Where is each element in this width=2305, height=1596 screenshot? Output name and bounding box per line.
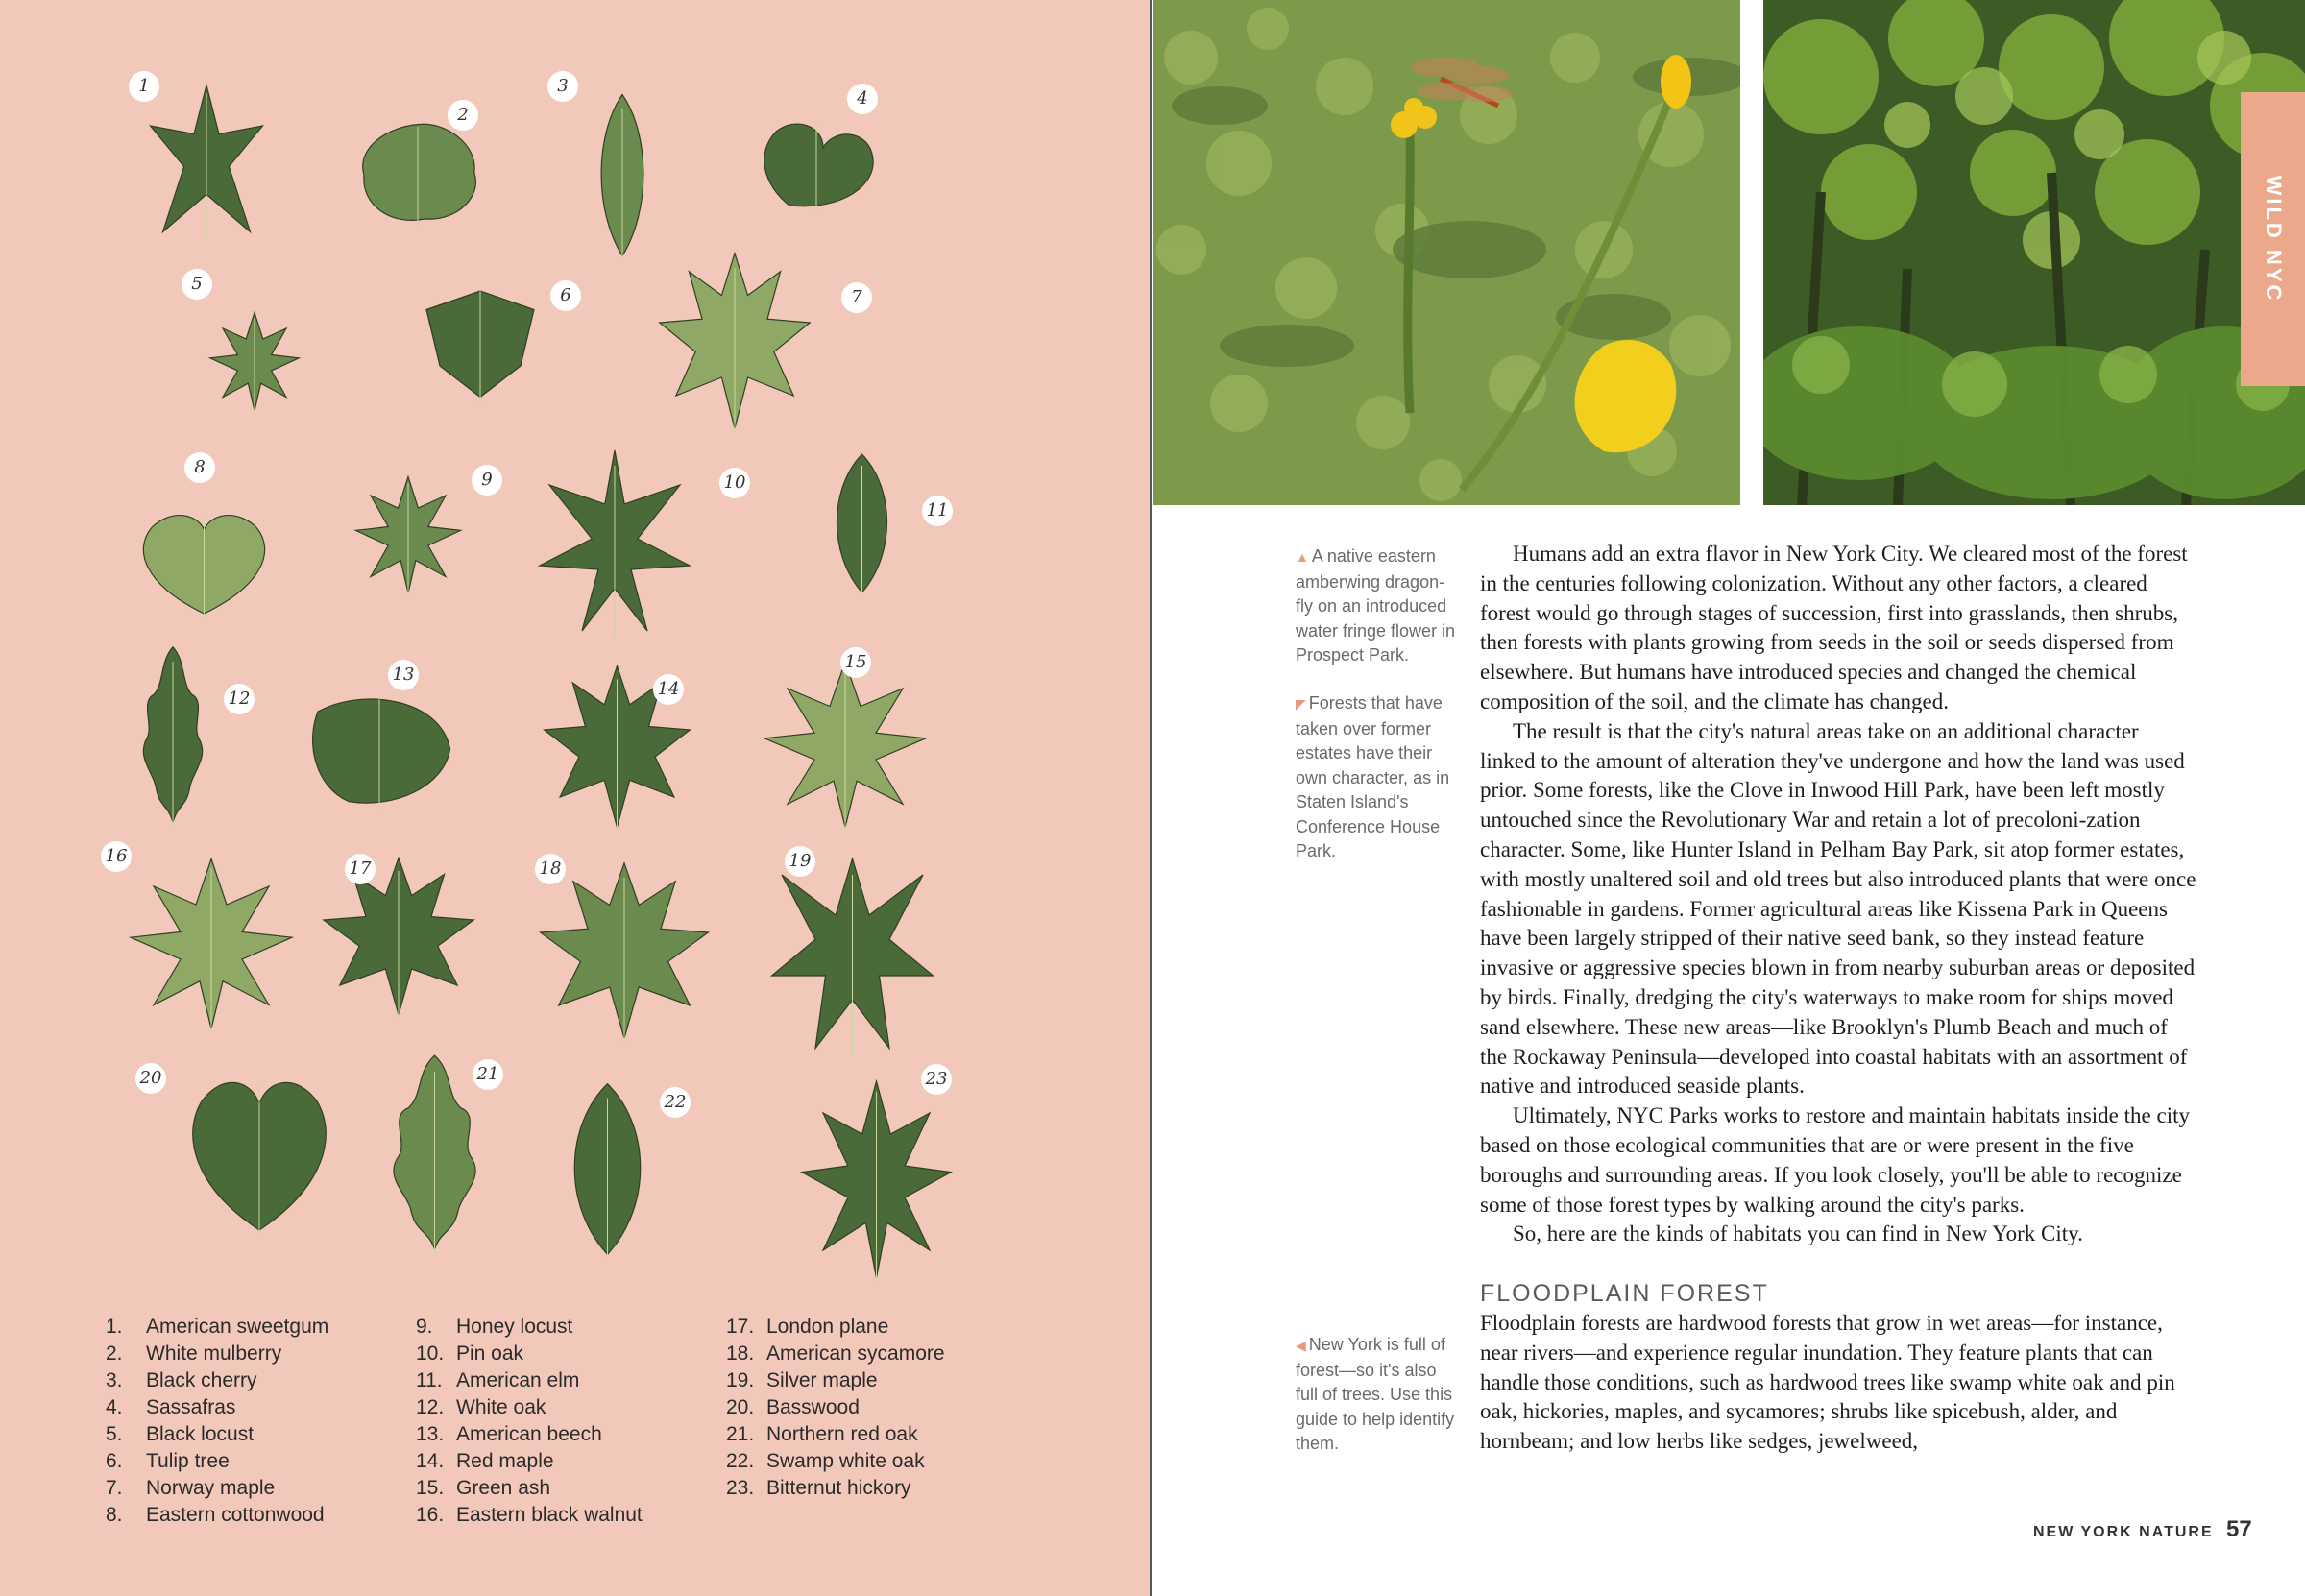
legend-item — [106, 1448, 328, 1475]
leaf-illustration — [788, 1071, 965, 1282]
legend-number: 4. — [106, 1396, 123, 1418]
legend-tree-name: Pin oak — [456, 1342, 524, 1365]
legend-item — [726, 1421, 945, 1448]
legend-item — [416, 1448, 643, 1475]
legend-tree-name: Eastern cottonwood — [146, 1504, 325, 1526]
leaf-illustration — [533, 859, 716, 1042]
legend-item — [106, 1394, 328, 1421]
legend-item — [416, 1394, 643, 1421]
legend-item — [726, 1475, 945, 1502]
legend-number: 20. — [726, 1396, 755, 1418]
legend-tree-name: Silver maple — [766, 1369, 878, 1391]
leaf-number-label: 23 — [921, 1064, 952, 1095]
legend-number: 9. — [416, 1316, 433, 1338]
leaf-illustration — [303, 687, 456, 811]
section-heading: FLOODPLAIN FOREST — [1480, 1280, 1769, 1307]
section-tab[interactable] — [2241, 92, 2305, 386]
leaf-number-label: 8 — [184, 452, 215, 483]
paragraph: So, here are the kinds of habitats you can find in New York City. — [1513, 1221, 2083, 1246]
up-arrow-icon: ▲ — [1296, 549, 1309, 565]
legend-column-1 — [106, 1314, 328, 1529]
legend-item — [106, 1502, 328, 1529]
legend-number: 8. — [106, 1504, 123, 1526]
legend-tree-name: London plane — [766, 1316, 889, 1338]
leaf-number-label: 5 — [182, 269, 212, 300]
legend-number: 15. — [416, 1477, 445, 1499]
leaf-number-label: 17 — [345, 854, 376, 884]
leaf-number-label: 2 — [448, 100, 478, 131]
legend-tree-name: White mulberry — [146, 1342, 282, 1365]
body-text — [1480, 540, 2196, 1249]
leaf-number-label: 20 — [135, 1063, 166, 1094]
leaf-illustration — [351, 115, 485, 230]
legend-item — [416, 1367, 643, 1394]
leaf-illustration — [130, 643, 216, 826]
leaf-illustration — [115, 850, 307, 1032]
leaf-number-label: 11 — [922, 496, 953, 526]
section-tab-label: WILD NYC — [2261, 175, 2286, 303]
leaf-number-label: 18 — [535, 854, 566, 884]
leaf-number-label: 19 — [785, 846, 815, 877]
leaf-illustration — [816, 451, 908, 595]
legend-tree-name: American beech — [456, 1423, 602, 1445]
legend-item — [416, 1314, 643, 1341]
legend-tree-name: Green ash — [456, 1477, 551, 1499]
leaf-illustration — [346, 471, 471, 595]
leaf-number-label: 1 — [129, 71, 159, 102]
legend-number: 21. — [726, 1423, 755, 1445]
legend-tree-name: American sweetgum — [146, 1316, 329, 1338]
leaf-illustration — [749, 110, 884, 216]
legend-item — [106, 1367, 328, 1394]
legend-tree-name: White oak — [456, 1396, 546, 1418]
legend-tree-name: Northern red oak — [766, 1423, 918, 1445]
caption-forest: ◤ Forests that have taken over former estates have their own character, as in Staten Island's Conference House Park. — [1296, 693, 1450, 860]
leaf-illustration — [178, 1066, 341, 1239]
legend-tree-name: Black cherry — [146, 1369, 257, 1391]
paragraph: The result is that the city's natural areas take on an additional character linked to the amount of alteration they've undergone and how the land was used prior. Some forests, like the Clove in Inwood Hill Park, have been left mostly untouched since the Revolutionary War and retain a lot of precoloni-zation character. Some, like Hunter Island in Pelham Bay Park, sit atop former estates, with mostly unaltered soil and old trees but also introduced plants that were once fashionable in gardens. Former agricultural areas like Kissena Park in Queens have been largely stripped of their native seed bank, so they instead feature invasive or aggressive species blown in from nearby suburban areas or deposited by birds. Finally, dredging the city's waterways to make room for ships moved sand elsewhere. These new areas—like Brooklyn's Plumb Beach and much of the Rockaway Peninsula—developed into coastal habitats with an assortment of native and introduced seaside plants. — [1480, 718, 2196, 1099]
legend-item — [416, 1502, 643, 1529]
legend-item — [416, 1475, 643, 1502]
leaf-number-label: 15 — [840, 647, 871, 678]
legend-number: 17. — [726, 1316, 755, 1338]
legend-item — [726, 1314, 945, 1341]
legend-tree-name: Basswood — [766, 1396, 860, 1418]
legend-tree-name: Sassafras — [146, 1396, 236, 1418]
diagonal-arrow-icon: ◤ — [1296, 696, 1306, 712]
leaf-number-label: 4 — [847, 84, 878, 114]
legend-tree-name: Swamp white oak — [766, 1450, 925, 1472]
legend-number: 1. — [106, 1316, 123, 1338]
caption-leaf-guide: ◀ New York is full of forest—so it's also full of trees. Use this guide to help identify them. — [1296, 1335, 1455, 1453]
page-number: 57 — [2226, 1516, 2252, 1542]
legend-column-3 — [726, 1314, 945, 1502]
leaf-illustration — [317, 855, 480, 1018]
legend-number: 14. — [416, 1450, 445, 1472]
leaf-illustration — [653, 250, 816, 432]
legend-number: 7. — [106, 1477, 123, 1499]
leaf-illustration — [413, 278, 547, 403]
legend-number: 16. — [416, 1504, 445, 1526]
leaf-number-label: 7 — [841, 282, 872, 313]
legend-item — [106, 1421, 328, 1448]
leaf-illustration — [768, 855, 936, 1056]
legend-tree-name: American elm — [456, 1369, 580, 1391]
running-footer: NEW YORK NATURE — [2033, 1524, 2214, 1540]
legend-number: 13. — [416, 1423, 445, 1445]
paragraph: Humans add an extra flavor in New York City. We cleared most of the forest in the centuries following colonization. Without any other factors, a cleared forest would go through stages of succession, first into grasslands, then shrubs, then forests with plants growing from seeds in the soil or seeds dispersed from elsewhere. But humans have introduced species and changed the chemical composition of the soil, and the climate has changed. — [1480, 542, 2188, 713]
left-arrow-icon: ◀ — [1296, 1338, 1306, 1353]
legend-number: 23. — [726, 1477, 755, 1499]
leaf-guide-page — [0, 0, 1152, 1596]
legend-tree-name: Norway maple — [146, 1477, 276, 1499]
leaf-number-label: 14 — [653, 674, 684, 705]
legend-number: 18. — [726, 1342, 755, 1365]
legend-item — [106, 1341, 328, 1367]
legend-tree-name: Bitternut hickory — [766, 1477, 911, 1499]
legend-item — [416, 1341, 643, 1367]
legend-number: 5. — [106, 1423, 123, 1445]
legend-number: 2. — [106, 1342, 123, 1365]
legend-number: 3. — [106, 1369, 123, 1391]
legend-number: 10. — [416, 1342, 445, 1365]
leaf-illustration — [202, 307, 307, 413]
legend-tree-name: American sycamore — [766, 1342, 945, 1365]
leaf-number-label: 9 — [472, 465, 502, 496]
legend-item — [106, 1314, 328, 1341]
legend-tree-name: Tulip tree — [146, 1450, 230, 1472]
legend-column-2 — [416, 1314, 643, 1529]
legend-item — [726, 1341, 945, 1367]
legend-item — [726, 1394, 945, 1421]
legend-number: 22. — [726, 1450, 755, 1472]
paragraph: Ultimately, NYC Parks works to restore and maintain habitats inside the city based on those ecological communities that are or were present in the five boroughs and surrounding areas. If you look closely, you'll be able to recognize some of those forest types by walking around the city's parks. — [1480, 1103, 2190, 1217]
leaf-number-label: 12 — [224, 684, 255, 714]
dragonfly-photo — [1152, 0, 1740, 505]
leaf-illustration — [584, 91, 661, 259]
leaf-number-label: 21 — [473, 1059, 503, 1090]
legend-number: 6. — [106, 1450, 123, 1472]
leaf-number-label: 16 — [101, 841, 132, 872]
legend-number: 19. — [726, 1369, 755, 1391]
legend-tree-name: Eastern black walnut — [456, 1504, 643, 1526]
legend-item — [416, 1421, 643, 1448]
legend-item — [726, 1367, 945, 1394]
leaf-illustration — [749, 653, 941, 831]
legend-number: 12. — [416, 1396, 445, 1418]
legend-tree-name: Honey locust — [456, 1316, 573, 1338]
caption-dragonfly: ▲ A native eastern amberwing dragon-fly on an introduced water fringe flower in Prospect Park. — [1296, 546, 1456, 665]
leaf-number-label: 10 — [719, 468, 750, 498]
leaf-illustration — [533, 447, 696, 639]
leaf-number-label: 3 — [547, 71, 578, 102]
legend-tree-name: Red maple — [456, 1450, 554, 1472]
legend-item — [106, 1475, 328, 1502]
leaf-number-label: 6 — [550, 280, 581, 311]
paragraph: Floodplain forests are hardwood forests that grow in wet areas—for instance, near rivers—and experience regular inundation. They feature plants that can handle those conditions, such as hardwood trees like swamp white oak and pin oak, hickories, maples, and sycamores; shrubs like spicebush, alder, and hornbeam; and low herbs like sedges, jewelweed, — [1480, 1311, 2175, 1454]
legend-number: 11. — [416, 1369, 443, 1391]
section-text — [1480, 1309, 2196, 1457]
leaf-illustration — [130, 504, 279, 619]
leaf-number-label: 13 — [388, 660, 419, 690]
leaf-illustration — [547, 1080, 667, 1258]
legend-item — [726, 1448, 945, 1475]
leaf-illustration — [144, 77, 269, 240]
forest-photo — [1763, 0, 2305, 505]
leaf-number-label: 22 — [660, 1087, 691, 1118]
legend-tree-name: Black locust — [146, 1423, 255, 1445]
